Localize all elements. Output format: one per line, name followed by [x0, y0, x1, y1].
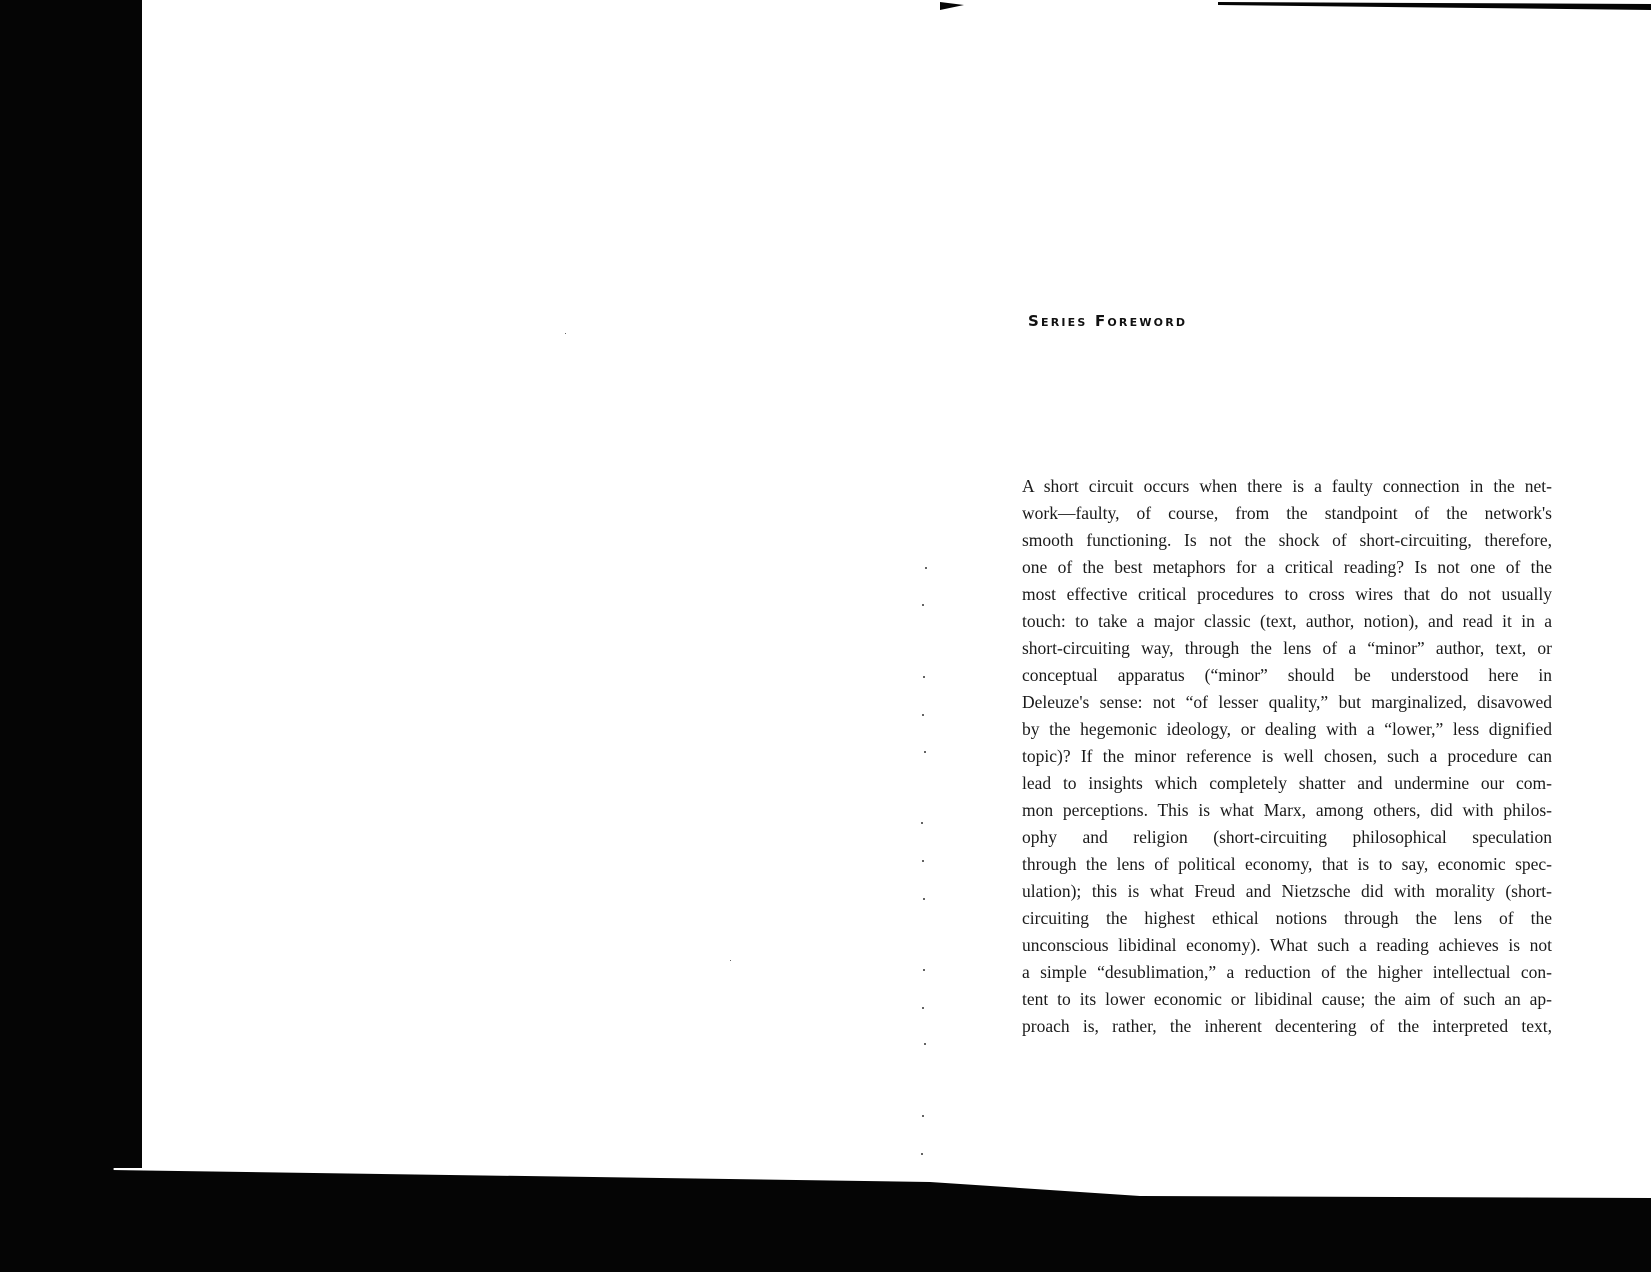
scan-speck	[923, 898, 925, 900]
text-line: one of the best metaphors for a critical reading? Is not one of the	[1022, 557, 1552, 577]
text-line: smooth functioning. Is not the shock of short-circuiting, therefore,	[1022, 530, 1552, 550]
text-line: conceptual apparatus (“minor” should be understood here in	[1022, 665, 1552, 685]
scan-speck	[921, 822, 923, 824]
text-line: unconscious libidinal economy). What such a reading achieves is not	[1022, 935, 1552, 955]
scan-border-left	[0, 0, 142, 1272]
scan-speck	[922, 714, 924, 716]
text-line: work—faulty, of course, from the standpoint of the network's	[1022, 503, 1552, 523]
scan-speck	[730, 960, 731, 961]
text-line: tent to its lower economic or libidinal cause; the aim of such an ap-	[1022, 989, 1552, 1009]
text-line: most effective critical procedures to cross wires that do not usually	[1022, 584, 1552, 604]
scan-speck	[923, 676, 925, 678]
body-text	[1022, 473, 1552, 1040]
text-line: ophy and religion (short-circuiting philosophical speculation	[1022, 827, 1552, 847]
scan-speck	[923, 969, 925, 971]
scan-speck	[924, 1043, 926, 1045]
text-line: ulation); this is what Freud and Nietzsche did with morality (short-	[1022, 881, 1552, 901]
scan-speck	[921, 1153, 923, 1155]
text-line: circuiting the highest ethical notions through the lens of the	[1022, 908, 1552, 928]
scan-speck	[922, 604, 924, 606]
text-line: lead to insights which completely shatter and undermine our com-	[1022, 773, 1552, 793]
text-line: a simple “desublimation,” a reduction of the higher intellectual con-	[1022, 962, 1552, 982]
text-line: Deleuze's sense: not “of lesser quality,” but marginalized, disavowed	[1022, 692, 1552, 712]
text-line: mon perceptions. This is what Marx, among others, did with philos-	[1022, 800, 1552, 820]
scan-speck	[922, 1007, 924, 1009]
text-line: by the hegemonic ideology, or dealing with a “lower,” less dignified	[1022, 719, 1552, 739]
text-line: short-circuiting way, through the lens of a “minor” author, text, or	[1022, 638, 1552, 658]
scan-speck	[922, 1115, 924, 1117]
scan-speck	[924, 751, 926, 753]
text-line: proach is, rather, the inherent decentering of the interpreted text,	[1022, 1016, 1552, 1036]
text-line: touch: to take a major classic (text, author, notion), and read it in a	[1022, 611, 1552, 631]
scan-speck	[922, 860, 924, 862]
text-line: A short circuit occurs when there is a faulty connection in the net-	[1022, 476, 1552, 496]
page-heading: Series Foreword	[1028, 312, 1188, 330]
scan-speck	[565, 333, 566, 334]
text-line: through the lens of political economy, that is to say, economic spec-	[1022, 854, 1552, 874]
scan-speck	[925, 567, 927, 569]
text-line: topic)? If the minor reference is well chosen, such a procedure can	[1022, 746, 1552, 766]
